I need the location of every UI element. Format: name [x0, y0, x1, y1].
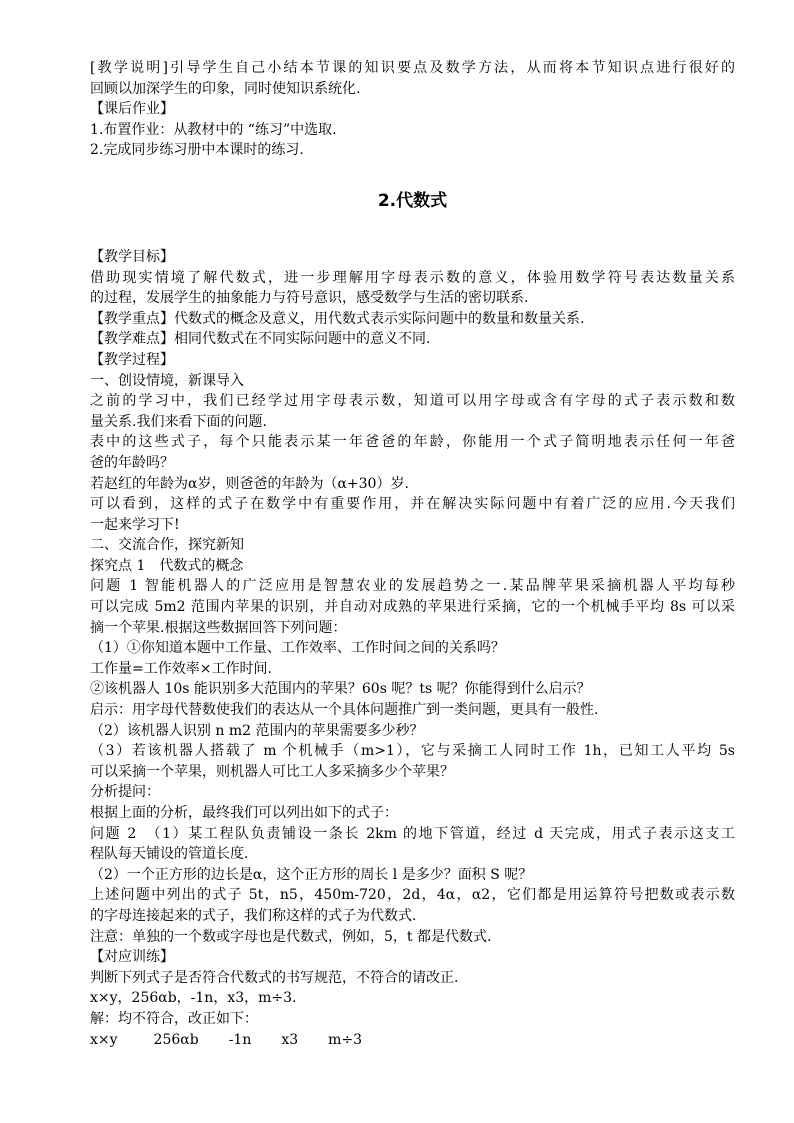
text-line: 【教学过程】 [90, 351, 174, 368]
text-line: 借助现实情境了解代数式，进一步理解用字母表示数的意义，体验用数学符号表达数量关系 [90, 269, 735, 286]
text-line: 若赵红的年龄为α岁，则爸爸的年龄为（α+30）岁. [90, 475, 409, 492]
text-line: 的字母连接起来的式子，我们称这样的式子为代数式. [90, 907, 417, 924]
text-line: 之前的学习中，我们已经学过用字母表示数，知道可以用字母或含有字母的式子表示数和数 [90, 393, 735, 410]
text-line: 可以采摘一个苹果，则机器人可比工人多采摘多少个苹果？ [90, 763, 454, 780]
text-line: 分析提问： [90, 784, 160, 801]
text-line: 问题 2 （1）某工程队负责铺设一条长 2km 的地下管道，经过 d 天完成，用式子表示这支工 [90, 825, 735, 842]
text-line: x×y，256αb，-1n，x3，m÷3. [90, 990, 297, 1007]
text-line: 上述问题中列出的式子 5t，n5，450m-720，2d，4α，α2，它们都是用运算符号把数或表示数 [90, 887, 735, 904]
teaching-note-line-1: [教学说明]引导学生自己小结本节课的知识要点及数学方法，从而将本节知识点进行很好的 [90, 60, 735, 76]
text-line: ②该机器人 10s 能识别多大范围内的苹果？60s 呢？ts 呢？你能得到什么启示？ [90, 681, 591, 698]
text-line: （3）若该机器人搭载了 m 个机械手（m>1），它与采摘工人同时工作 1h，已知工人平均 5s [90, 743, 735, 760]
text-line: 【教学难点】相同代数式在不同实际问题中的意义不同. [90, 331, 431, 348]
answer-expression: x3 [281, 1031, 299, 1048]
text-line: 的过程，发展学生的抽象能力与符号意识，感受数学与生活的密切联系. [90, 290, 529, 307]
text-line: 爸的年龄吗？ [90, 454, 174, 471]
document-page [90, 58, 735, 1050]
answer-expression: -1n [228, 1031, 252, 1048]
text-line: （2）该机器人识别 n m2 范围内的苹果需要多少秒？ [90, 722, 424, 739]
text-line: 摘一个苹果.根据这些数据回答下列问题： [90, 619, 347, 636]
text-line: 【教学目标】 [90, 248, 174, 265]
text-line: 表中的这些式子，每个只能表示某一年爸爸的年龄，你能用一个式子简明地表示任何一年爸 [90, 434, 735, 451]
answer-expression: m÷3 [328, 1031, 363, 1048]
teaching-note-line-2: 回顾以加深学生的印象，同时使知识系统化. [90, 80, 361, 97]
answer-row [90, 1030, 735, 1051]
text-line: 判断下列式子是否符合代数式的书写规范，不符合的请改正. [90, 969, 459, 986]
text-line: 一、创设情境，新课导入 [90, 372, 244, 389]
text-line: 量关系.我们来看下面的问题. [90, 413, 267, 430]
text-line: （2）一个正方形的边长是α，这个正方形的周长 l 是多少？面积 S 呢？ [90, 866, 533, 883]
text-line: 【教学重点】代数式的概念及意义，用代数式表示实际问题中的数量和数量关系. [90, 310, 585, 327]
text-line: 注意：单独的一个数或字母也是代数式，例如，5，t 都是代数式. [90, 928, 492, 945]
homework-heading: 【课后作业】 [90, 101, 174, 118]
text-line: 可以看到，这样的式子在数学中有重要作用，并在解决实际问题中有着广泛的应用.今天我们 [90, 496, 735, 513]
text-line: 根据上面的分析，最终我们可以列出如下的式子： [90, 805, 398, 821]
text-line: 启示：用字母代替数使我们的表达从一个具体问题推广到一类问题，更具有一般性. [90, 702, 599, 719]
text-line: 程队每天铺设的管道长度. [90, 846, 249, 863]
answer-expression: x×y [90, 1031, 118, 1048]
text-line: 【对应训练】 [90, 949, 174, 966]
answer-expression: 256αb [153, 1031, 199, 1048]
text-line: 二、交流合作，探究新知 [90, 537, 244, 554]
text-line: 问题 1 智能机器人的广泛应用是智慧农业的发展趋势之一.某品牌苹果采摘机器人平均每秒 [90, 578, 735, 595]
text-line: 解：均不符合，改正如下： [90, 1010, 258, 1027]
text-line: 可以完成 5m2 范围内苹果的识别，并自动对成熟的苹果进行采摘，它的一个机械手平均 8s 可以采 [90, 599, 735, 616]
text-line: 探究点 1 代数式的概念 [90, 557, 244, 574]
lesson-body [90, 247, 735, 1030]
homework-item-1: 1.布置作业：从教材中的 “练习”中选取. [90, 121, 337, 138]
text-line: 工作量=工作效率×工作时间. [90, 660, 272, 677]
text-line: （1）①你知道本题中工作量、工作效率、工作时间之间的关系吗？ [90, 640, 505, 657]
text-line: 一起来学习下! [90, 516, 180, 533]
section-title: 2.代数式 [377, 190, 448, 211]
homework-item-2: 2.完成同步练习册中本课时的练习. [90, 142, 304, 159]
